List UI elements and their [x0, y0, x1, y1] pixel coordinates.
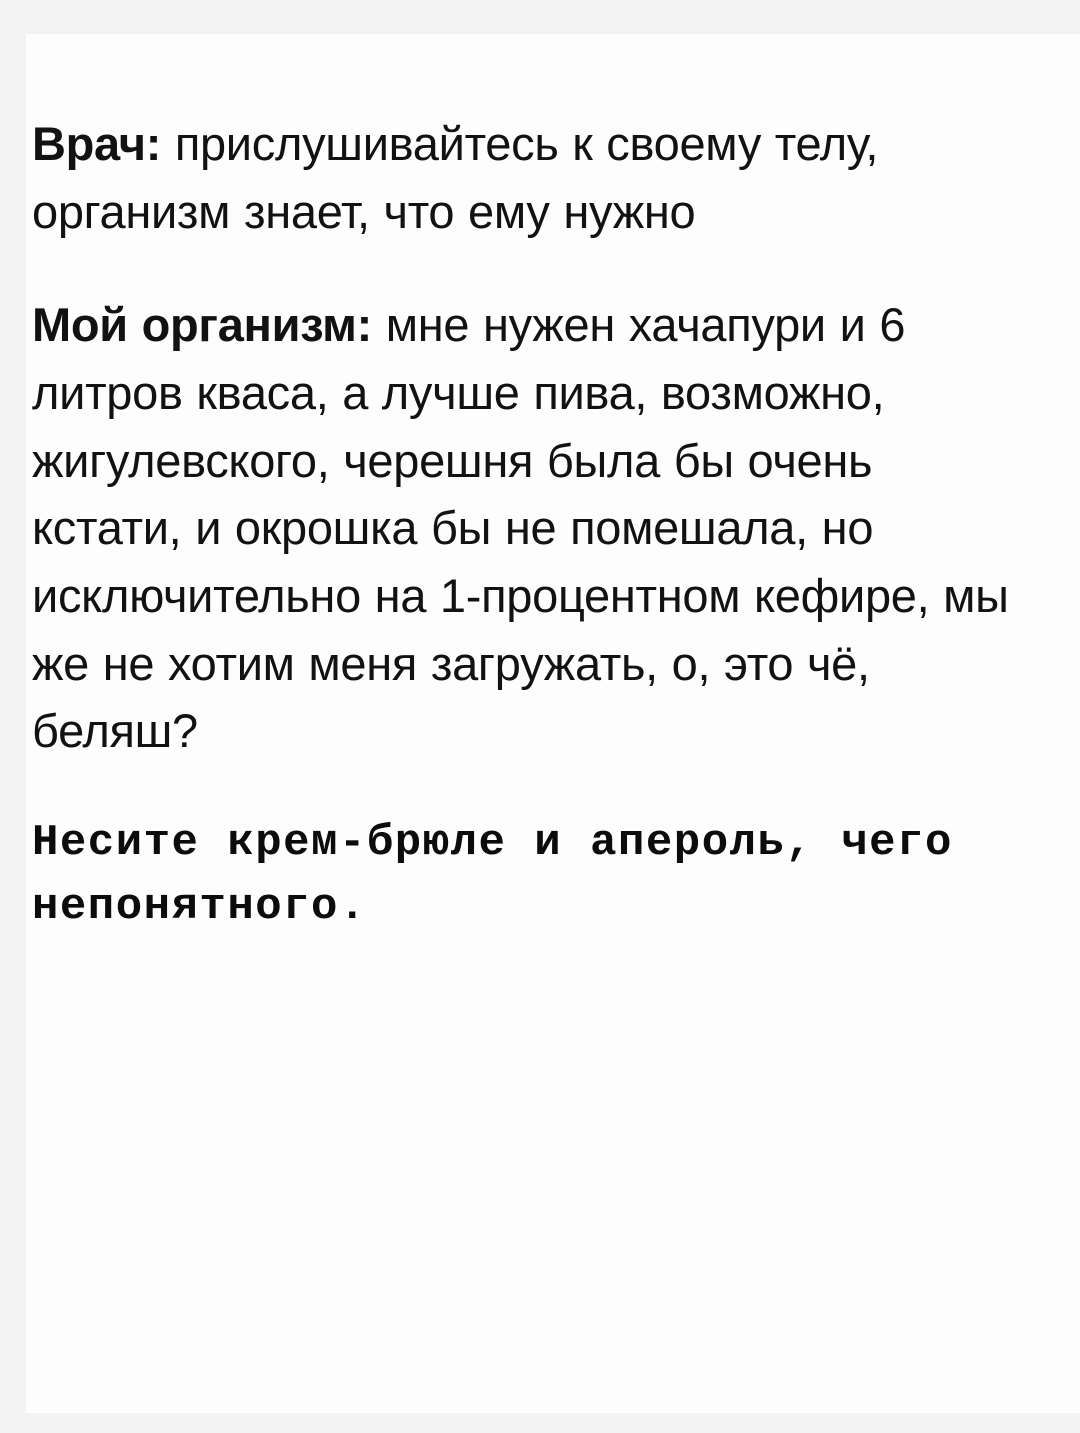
top-border-strip [0, 0, 1080, 34]
left-border-strip [0, 0, 26, 1433]
bottom-border-strip [0, 1413, 1080, 1433]
organism-paragraph [32, 291, 1032, 765]
final-monospace-text: Несите крем-брюле и апероль, чего непонятного. [32, 818, 981, 933]
paragraph-organism [32, 291, 1032, 765]
organism-speech-text: мне нужен хачапури и 6 литров кваса, а лучше пива, возможно, жигулевского, черешня была бы очень кстати, и окрошка бы не помешала, но исключительно на 1-процентном кефире, мы же не хотим меня загружать, о, это чё, беляш? [32, 298, 1009, 758]
doctor-speech-text: прислушивайтесь к своему телу, организм знает, что ему нужно [32, 117, 879, 238]
doctor-speaker-label: Врач: [32, 117, 162, 170]
text-content [32, 110, 1032, 940]
paragraph-doctor [32, 110, 1032, 245]
paragraph-final [32, 811, 1032, 939]
doctor-paragraph [32, 110, 1032, 245]
organism-speaker-label: Мой организм: [32, 298, 372, 352]
